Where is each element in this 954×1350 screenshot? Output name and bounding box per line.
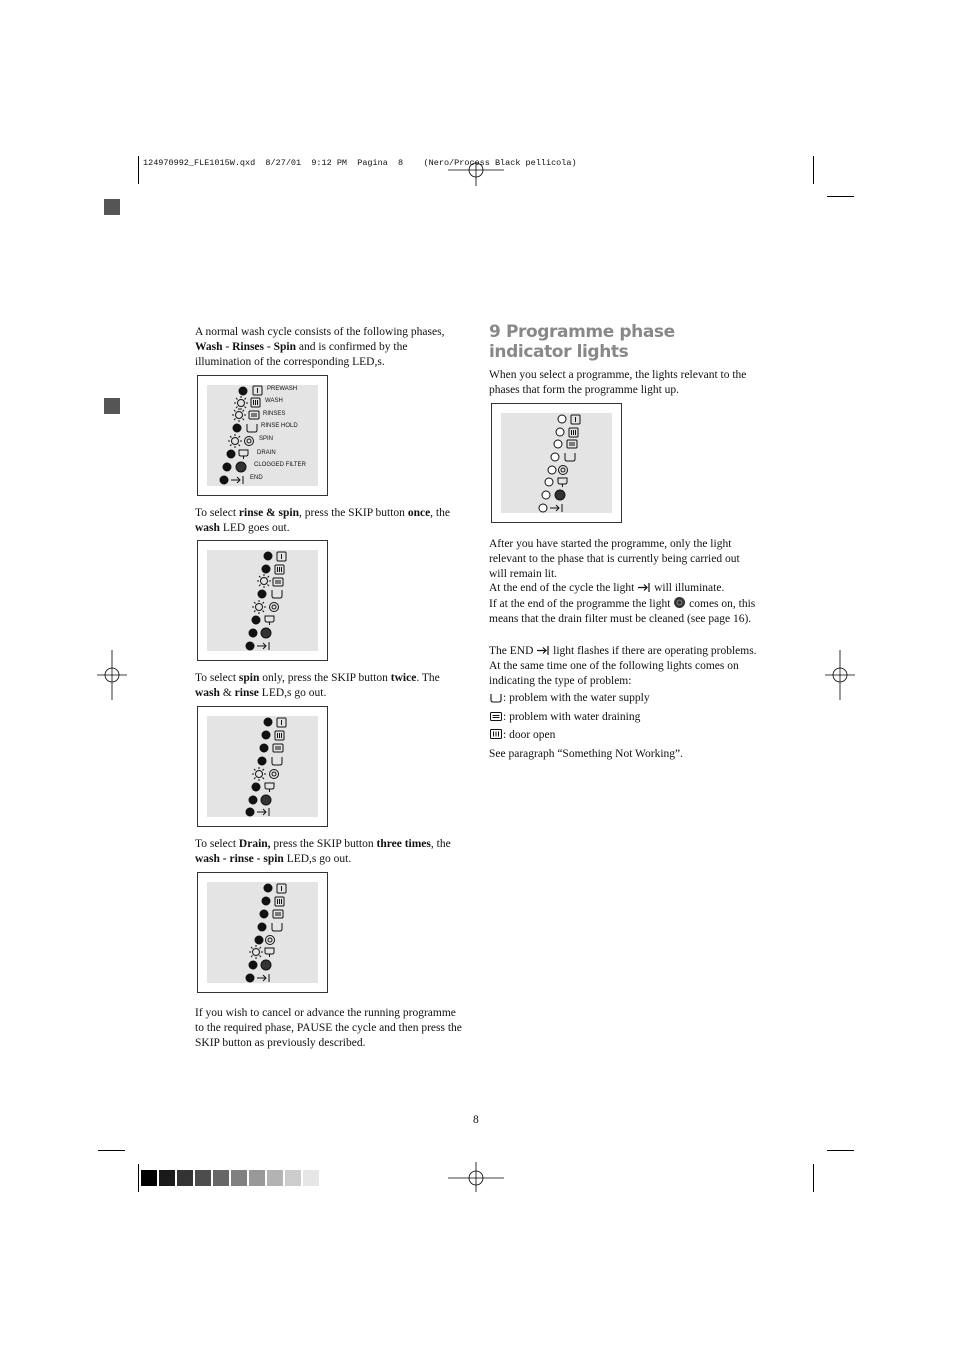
led-on <box>260 744 268 752</box>
cancel-paragraph: If you wish to cancel or advance the running programme to the required phase, PAUSE the cycle and then press the SKIP button as previously described. <box>195 1007 462 1049</box>
led-on <box>252 616 260 624</box>
led-label-rinse-hold: RINSE HOLD <box>261 423 298 429</box>
led-flashing <box>249 945 263 959</box>
led-on <box>252 783 260 791</box>
door-open-icon <box>489 728 503 740</box>
led-label-clogged-filter: CLOGGED FILTER <box>254 462 306 468</box>
rinse-hold-icon <box>272 923 282 931</box>
led-on <box>260 910 268 918</box>
led-on <box>262 565 270 573</box>
led-on <box>262 731 270 739</box>
rinse-spin-paragraph: To select rinse & spin, press the SKIP button once, the wash LED goes out. <box>195 507 450 534</box>
registration-square-top <box>104 199 120 215</box>
drain-icon <box>558 478 567 487</box>
clogged-filter-icon <box>261 628 271 638</box>
led-off <box>551 453 559 461</box>
led-on <box>220 476 228 484</box>
led-on <box>258 757 266 765</box>
led-on <box>262 897 270 905</box>
led-on <box>239 387 247 395</box>
end-icon <box>550 504 562 512</box>
see-paragraph: See paragraph “Something Not Working”. <box>489 748 683 760</box>
spin-icon <box>270 603 279 612</box>
clogged-filter-icon <box>236 462 246 472</box>
registration-square-middle <box>104 398 120 414</box>
clogged-filter-icon <box>673 596 686 609</box>
led-flashing <box>257 574 271 588</box>
intro-paragraph: A normal wash cycle consists of the following phases, Wash - Rinses - Spin and is confirmed by the illumination of the corresponding LED,s. <box>195 326 445 368</box>
drain-icon <box>265 948 274 957</box>
section-heading: 9 Programme phase indicator lights <box>489 322 675 362</box>
led-off <box>558 415 566 423</box>
led-off <box>545 478 553 486</box>
prewash-icon <box>277 718 286 727</box>
drain-icon <box>239 450 248 459</box>
wash-icon <box>275 897 284 906</box>
end-icon <box>257 808 269 816</box>
wash-icon <box>275 565 284 574</box>
led-on <box>223 463 231 471</box>
led-on <box>258 923 266 931</box>
end-icon <box>231 476 243 484</box>
led-flashing <box>232 408 246 422</box>
spin-icon <box>559 466 568 475</box>
wash-icon <box>275 731 284 740</box>
led-off <box>554 440 562 448</box>
led-off <box>539 504 547 512</box>
led-on <box>227 450 235 458</box>
spin-only-paragraph: To select spin only, press the SKIP button twice. The wash & rinse LED,s go out. <box>195 672 440 699</box>
led-panel-spin-only <box>197 706 328 827</box>
wash-icon <box>251 398 260 407</box>
prewash-icon <box>277 884 286 893</box>
wash-icon <box>569 428 578 437</box>
led-on <box>249 961 257 969</box>
led-on <box>255 936 263 944</box>
led-on <box>246 974 254 982</box>
led-flashing <box>252 767 266 781</box>
end-icon <box>257 974 269 982</box>
led-label-drain: DRAIN <box>257 450 276 456</box>
rinses-icon <box>567 440 577 448</box>
rinses-icon <box>273 578 283 586</box>
led-on <box>246 808 254 816</box>
led-panel-normal-cycle <box>197 375 328 496</box>
prewash-icon <box>277 552 286 561</box>
led-flashing <box>252 600 266 614</box>
rinse-hold-icon <box>272 590 282 598</box>
end-icon <box>536 645 550 656</box>
remain-lit-text: After you have started the programme, only the light relevant to the phase that is currently being carried out will remain lit. <box>489 538 740 580</box>
rinse-hold-icon <box>247 424 257 432</box>
status-paragraph <box>489 537 757 627</box>
led-flashing <box>228 434 242 448</box>
rinses-icon <box>249 411 259 419</box>
prewash-icon <box>571 415 580 424</box>
prewash-icon <box>253 386 262 395</box>
led-flashing <box>234 396 248 410</box>
problem-water-draining: : problem with water draining <box>489 710 757 725</box>
led-on <box>249 796 257 804</box>
water-supply-icon <box>489 692 503 703</box>
drain-icon <box>265 616 274 625</box>
water-draining-icon <box>489 711 503 722</box>
led-panel-drain <box>197 872 328 993</box>
programme-paragraph: When you select a programme, the lights relevant to the phases that form the programme light up. <box>489 369 747 396</box>
led-off <box>542 491 550 499</box>
drain-icon <box>265 783 274 792</box>
page-number: 8 <box>473 1114 479 1126</box>
filter-light-line: If at the end of the programme the light comes on, this means that the drain filter must be cleaned (see page 16). <box>489 598 756 625</box>
led-on <box>258 590 266 598</box>
rinse-hold-icon <box>272 757 282 765</box>
rinses-icon <box>273 744 283 752</box>
end-light-line: At the end of the cycle the light will illuminate. <box>489 582 725 595</box>
clogged-filter-icon <box>261 795 271 805</box>
rinses-icon <box>273 910 283 918</box>
spin-icon <box>266 936 275 945</box>
led-off <box>556 428 564 436</box>
led-label-wash: WASH <box>265 398 283 404</box>
clogged-filter-icon <box>261 960 271 970</box>
led-panel-programme <box>491 403 622 523</box>
led-panel-rinse-spin <box>197 540 328 661</box>
end-icon <box>637 582 651 593</box>
rinse-hold-icon <box>565 453 575 461</box>
spin-icon <box>270 770 279 779</box>
led-label-rinses: RINSES <box>263 411 286 417</box>
end-flash-paragraph: The END light flashes if there are operating problems. At the same time one of the following lights comes on indicating the type of problem: <box>489 645 757 687</box>
end-icon <box>257 642 269 650</box>
led-label-spin: SPIN <box>259 436 274 442</box>
led-on <box>264 884 272 892</box>
problem-door-open: : door open <box>489 728 757 743</box>
drain-paragraph: To select Drain, press the SKIP button three times, the wash - rinse - spin LED,s go out. <box>195 838 451 865</box>
spin-icon <box>245 437 254 446</box>
led-on <box>249 629 257 637</box>
problem-water-supply: : problem with the water supply <box>489 691 757 706</box>
led-on <box>264 718 272 726</box>
led-label-end: END <box>250 475 263 481</box>
led-on <box>246 642 254 650</box>
led-off <box>548 466 556 474</box>
file-slug: 124970992_FLE1015W.qxd 8/27/01 9:12 PM Pagina 8 (Nero/Process Black pellicola) <box>143 158 577 168</box>
led-on <box>233 424 241 432</box>
clogged-filter-icon <box>555 490 565 500</box>
led-label-prewash: PREWASH <box>267 386 298 392</box>
led-on <box>264 552 272 560</box>
